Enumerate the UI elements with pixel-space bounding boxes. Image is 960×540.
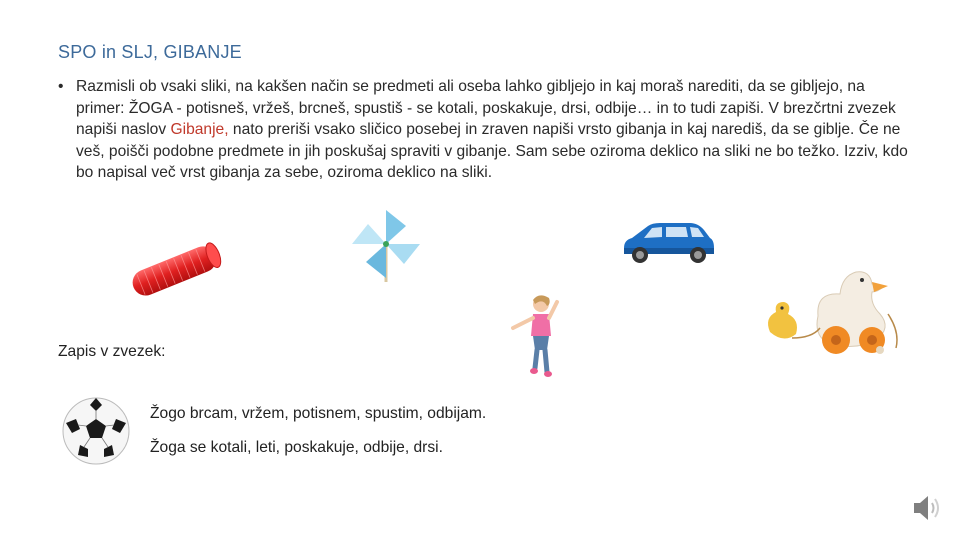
jumping-girl-image bbox=[505, 292, 565, 378]
blue-car-image bbox=[618, 218, 718, 266]
soccer-ball-image bbox=[60, 395, 132, 467]
instruction-text bbox=[76, 76, 908, 184]
wooden-duck-toy-image bbox=[756, 262, 906, 360]
sentence-line-1: Žogo brcam, vržem, potisnem, spustim, odbijam. bbox=[150, 405, 487, 422]
notebook-label: Zapis v zvezek: bbox=[58, 343, 166, 360]
instruction-highlight: Gibanje, bbox=[170, 121, 229, 139]
instruction-text-part2: nato preriši vsako sličico posebej in zraven napiši vrsto gibanja in kaj narediš, da se giblje. Če ne veš, poišči podobne predmete in jih poskušaj spraviti v gibanje. Sam sebe oziroma deklico na sliki ne bo težko. Izziv, kdo bo napisal več vrst gibanja za sebe, oziroma deklico na sliki. bbox=[76, 121, 908, 182]
slide-title: SPO in SLJ, GIBANJE bbox=[58, 42, 242, 62]
pinwheel-image bbox=[348, 204, 428, 284]
instruction-text-part1: Razmisli ob vsaki sliki, na kakšen način se predmeti ali oseba lahko gibljejo in kaj moraš narediti, da se gibljejo, na primer: ŽOGA - potisneš, vržeš, brcneš, spustiš - se kotali, poskakuje, drsi, odbije… in to tudi zapiši. V brezčrtni zvezek napiši naslov bbox=[76, 78, 896, 139]
instruction-bullet bbox=[58, 76, 908, 184]
bullet-dot: • bbox=[58, 78, 64, 95]
red-foam-roller-image bbox=[124, 238, 224, 302]
speaker-icon[interactable] bbox=[910, 492, 944, 524]
sentence-line-2: Žoga se kotali, leti, poskakuje, odbije, drsi. bbox=[150, 439, 443, 456]
